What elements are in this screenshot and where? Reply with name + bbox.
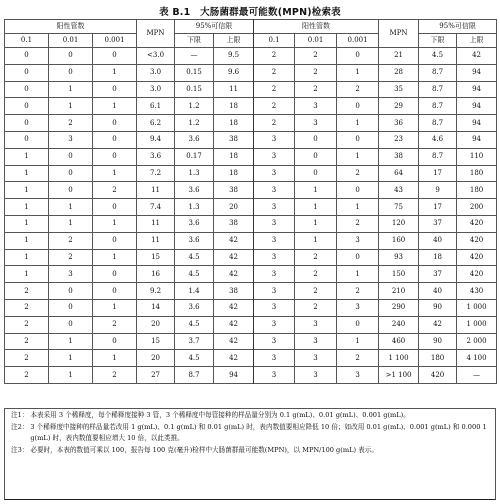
upper-limit-cell: 420 xyxy=(457,249,497,266)
lower-limit-cell: 37 xyxy=(419,266,457,283)
lower-limit-cell: 8.7 xyxy=(419,64,457,81)
tube-0.1-cell: 2 xyxy=(5,367,49,384)
tube-0.01-cell: 2 xyxy=(49,115,93,132)
tube-0.01-cell: 2 xyxy=(49,249,93,266)
tube-0.01-cell: 0 xyxy=(49,48,93,65)
tube-0.1-cell: 2 xyxy=(5,283,49,300)
upper-limit-cell: 9.5 xyxy=(214,48,254,65)
tube-0.001-cell: 0 xyxy=(93,81,137,98)
tube-0.01-cell: 0 xyxy=(49,148,93,165)
mpn-table xyxy=(4,19,497,384)
lower-limit-cell: 0.17 xyxy=(175,148,214,165)
table-row xyxy=(5,182,497,199)
upper-limit-cell: 430 xyxy=(457,283,497,300)
dilution-header: 0.001 xyxy=(337,34,379,48)
tube-0.01-cell: 2 xyxy=(295,64,337,81)
tube-0.001-cell: 0 xyxy=(337,48,379,65)
tube-0.01-cell: 0 xyxy=(295,148,337,165)
tube-0.01-cell: 3 xyxy=(295,367,337,384)
mpn-cell: 38 xyxy=(379,148,419,165)
mpn-cell: 15 xyxy=(137,249,175,266)
ci-header-left: 95%可信限 xyxy=(175,20,254,34)
tube-0.001-cell: 1 xyxy=(93,64,137,81)
note-label: 注3： xyxy=(11,445,29,454)
tube-0.001-cell: 1 xyxy=(337,266,379,283)
table-row xyxy=(5,333,497,350)
mpn-table-body xyxy=(5,48,497,384)
lower-limit-cell: 17 xyxy=(419,199,457,216)
lower-limit-cell: 1.3 xyxy=(175,165,214,182)
tube-0.001-cell: 0 xyxy=(93,199,137,216)
tube-0.1-cell: 0 xyxy=(5,81,49,98)
tube-0.001-cell: 1 xyxy=(337,115,379,132)
mpn-cell: 160 xyxy=(379,232,419,249)
lower-limit-cell: — xyxy=(175,48,214,65)
mpn-cell: 9.2 xyxy=(137,283,175,300)
mpn-cell: 240 xyxy=(379,316,419,333)
mpn-cell: 7.4 xyxy=(137,199,175,216)
mpn-cell: 460 xyxy=(379,333,419,350)
mpn-cell: 14 xyxy=(137,299,175,316)
tube-0.01-cell: 3 xyxy=(295,333,337,350)
lower-limit-cell: 4.5 xyxy=(419,48,457,65)
tube-0.1-cell: 2 xyxy=(5,299,49,316)
mpn-cell: 11 xyxy=(137,232,175,249)
mpn-cell: 9.4 xyxy=(137,131,175,148)
tube-0.001-cell: 1 xyxy=(93,165,137,182)
tube-0.001-cell: 0 xyxy=(93,333,137,350)
tube-0.01-cell: 3 xyxy=(295,350,337,367)
tube-0.01-cell: 1 xyxy=(295,215,337,232)
lower-limit-cell: 3.6 xyxy=(175,182,214,199)
tube-0.1-cell: 2 xyxy=(254,115,295,132)
tube-0.1-cell: 3 xyxy=(254,148,295,165)
tube-0.1-cell: 0 xyxy=(5,98,49,115)
table-row xyxy=(5,64,497,81)
tube-0.1-cell: 3 xyxy=(254,266,295,283)
mpn-cell: 120 xyxy=(379,215,419,232)
tube-0.001-cell: 0 xyxy=(93,232,137,249)
tube-0.001-cell: 0 xyxy=(337,182,379,199)
dilution-header: 0.01 xyxy=(295,34,337,48)
dilution-header: 0.1 xyxy=(254,34,295,48)
lower-limit-cell: 4.5 xyxy=(175,249,214,266)
tube-0.001-cell: 1 xyxy=(337,199,379,216)
tube-0.1-cell: 3 xyxy=(254,283,295,300)
note-label: 注1： xyxy=(11,411,29,419)
lower-limit-cell: 40 xyxy=(419,232,457,249)
tube-0.1-cell: 2 xyxy=(254,81,295,98)
upper-limit-cell: 38 xyxy=(214,215,254,232)
lower-limit-cell: 3.6 xyxy=(175,299,214,316)
table-row xyxy=(5,249,497,266)
table-row xyxy=(5,283,497,300)
upper-limit-cell: 18 xyxy=(214,165,254,182)
tube-0.001-cell: 1 xyxy=(337,333,379,350)
mpn-cell: 16 xyxy=(137,266,175,283)
note-1 xyxy=(11,410,489,422)
upper-limit-cell: 94 xyxy=(457,115,497,132)
mpn-cell: 210 xyxy=(379,283,419,300)
tube-0.001-cell: 0 xyxy=(93,115,137,132)
tube-0.001-cell: 2 xyxy=(337,81,379,98)
table-row xyxy=(5,48,497,65)
mpn-header-right: MPN xyxy=(379,20,419,48)
mpn-cell: 20 xyxy=(137,350,175,367)
tube-0.1-cell: 3 xyxy=(254,131,295,148)
upper-limit-cell: 4 100 xyxy=(457,350,497,367)
note-text: 本表采用 3 个稀释度，每个稀释度接种 3 管，3 个稀释度中每管接种的样品量分别为 0.1 g(mL)、0.01 g(mL)、0.001 g(mL)。 xyxy=(30,411,410,419)
mpn-cell: 290 xyxy=(379,299,419,316)
lower-limit-cell: 1.4 xyxy=(175,283,214,300)
tube-0.1-cell: 1 xyxy=(5,249,49,266)
upper-limit-cell: 94 xyxy=(457,64,497,81)
tube-0.001-cell: 1 xyxy=(93,299,137,316)
tube-0.1-cell: 0 xyxy=(5,48,49,65)
table-row xyxy=(5,148,497,165)
tube-0.01-cell: 1 xyxy=(295,199,337,216)
table-row xyxy=(5,165,497,182)
lower-limit-cell: 3.6 xyxy=(175,232,214,249)
tube-0.01-cell: 1 xyxy=(49,333,93,350)
tube-0.01-cell: 1 xyxy=(49,81,93,98)
upper-limit-cell: 18 xyxy=(214,98,254,115)
upper-limit-cell: 110 xyxy=(457,148,497,165)
upper-header: 上限 xyxy=(457,34,497,48)
upper-limit-cell: 38 xyxy=(214,283,254,300)
tube-0.01-cell: 3 xyxy=(49,131,93,148)
tube-0.001-cell: 2 xyxy=(337,215,379,232)
mpn-cell: 21 xyxy=(379,48,419,65)
table-row xyxy=(5,131,497,148)
upper-limit-cell: 9.6 xyxy=(214,64,254,81)
lower-limit-cell: 42 xyxy=(419,316,457,333)
upper-limit-cell: 200 xyxy=(457,199,497,216)
tube-0.1-cell: 3 xyxy=(254,249,295,266)
tube-0.01-cell: 2 xyxy=(295,299,337,316)
tube-0.001-cell: 2 xyxy=(337,283,379,300)
table-notes xyxy=(4,408,496,500)
lower-limit-cell: 4.5 xyxy=(175,350,214,367)
tube-0.001-cell: 2 xyxy=(93,316,137,333)
upper-limit-cell: 20 xyxy=(214,199,254,216)
tube-0.01-cell: 3 xyxy=(295,98,337,115)
lower-limit-cell: 3.7 xyxy=(175,333,214,350)
tube-0.1-cell: 2 xyxy=(254,64,295,81)
tube-0.1-cell: 3 xyxy=(254,199,295,216)
tube-0.1-cell: 3 xyxy=(254,215,295,232)
upper-limit-cell: 42 xyxy=(214,232,254,249)
table-row xyxy=(5,266,497,283)
tube-0.01-cell: 1 xyxy=(49,367,93,384)
mpn-cell: <3.0 xyxy=(137,48,175,65)
table-row xyxy=(5,232,497,249)
mpn-cell: 64 xyxy=(379,165,419,182)
tube-0.001-cell: 0 xyxy=(337,249,379,266)
tube-0.1-cell: 3 xyxy=(254,232,295,249)
upper-limit-cell: 94 xyxy=(457,131,497,148)
tube-0.1-cell: 2 xyxy=(5,316,49,333)
tube-0.01-cell: 3 xyxy=(295,316,337,333)
table-row xyxy=(5,316,497,333)
tube-0.01-cell: 0 xyxy=(49,299,93,316)
mpn-cell: >1 100 xyxy=(379,367,419,384)
upper-limit-cell: 18 xyxy=(214,115,254,132)
upper-limit-cell: 18 xyxy=(214,148,254,165)
tube-0.1-cell: 3 xyxy=(254,165,295,182)
lower-limit-cell: 0.15 xyxy=(175,64,214,81)
tube-0.001-cell: 3 xyxy=(337,232,379,249)
tube-0.001-cell: 1 xyxy=(337,64,379,81)
lower-header: 下限 xyxy=(175,34,214,48)
mpn-cell: 6.1 xyxy=(137,98,175,115)
tube-0.001-cell: 0 xyxy=(93,131,137,148)
upper-limit-cell: 1 000 xyxy=(457,316,497,333)
tube-0.001-cell: 1 xyxy=(93,215,137,232)
lower-limit-cell: 4.6 xyxy=(419,131,457,148)
tube-0.1-cell: 3 xyxy=(254,350,295,367)
tube-0.1-cell: 3 xyxy=(254,182,295,199)
tube-0.01-cell: 1 xyxy=(295,182,337,199)
lower-limit-cell: 8.7 xyxy=(419,81,457,98)
tube-0.1-cell: 0 xyxy=(5,115,49,132)
upper-limit-cell: 420 xyxy=(457,266,497,283)
tube-0.01-cell: 1 xyxy=(49,98,93,115)
upper-limit-cell: 420 xyxy=(457,232,497,249)
tube-0.001-cell: 0 xyxy=(93,48,137,65)
tube-0.01-cell: 0 xyxy=(49,182,93,199)
lower-limit-cell: 8.7 xyxy=(419,98,457,115)
table-row xyxy=(5,215,497,232)
note-text: 3 个稀释度中接种的样品量若改用 1 g(mL)、0.1 g(mL) 和 0.01 g(mL) 时，表内数值要相应降低 10 倍；如改用 0.01 g(mL)、0.001 g(mL) 和 0.000 1 g(mL) 时，表内数值要相应增大 10 倍，以此类推。 xyxy=(30,422,487,442)
upper-limit-cell: 94 xyxy=(457,81,497,98)
lower-limit-cell: 1.2 xyxy=(175,115,214,132)
tube-0.001-cell: 0 xyxy=(93,283,137,300)
tube-0.01-cell: 2 xyxy=(295,249,337,266)
mpn-cell: 6.2 xyxy=(137,115,175,132)
mpn-cell: 11 xyxy=(137,182,175,199)
upper-limit-cell: 180 xyxy=(457,182,497,199)
upper-limit-cell: 42 xyxy=(214,249,254,266)
tube-0.01-cell: 0 xyxy=(295,131,337,148)
table-row xyxy=(5,81,497,98)
upper-limit-cell: 94 xyxy=(214,367,254,384)
tube-0.1-cell: 1 xyxy=(5,232,49,249)
tube-0.01-cell: 2 xyxy=(295,266,337,283)
tube-0.1-cell: 1 xyxy=(5,199,49,216)
tube-0.001-cell: 1 xyxy=(93,350,137,367)
tube-0.1-cell: 2 xyxy=(254,98,295,115)
lower-limit-cell: 8.7 xyxy=(419,148,457,165)
tube-0.01-cell: 2 xyxy=(295,81,337,98)
table-row xyxy=(5,115,497,132)
upper-limit-cell: 1 000 xyxy=(457,299,497,316)
tube-0.1-cell: 2 xyxy=(254,48,295,65)
tube-0.001-cell: 0 xyxy=(93,148,137,165)
mpn-cell: 20 xyxy=(137,316,175,333)
table-row xyxy=(5,299,497,316)
lower-limit-cell: 9 xyxy=(419,182,457,199)
tube-0.1-cell: 3 xyxy=(254,333,295,350)
upper-limit-cell: 2 000 xyxy=(457,333,497,350)
mpn-cell: 3.6 xyxy=(137,148,175,165)
tube-0.001-cell: 0 xyxy=(337,316,379,333)
tube-0.001-cell: 1 xyxy=(337,148,379,165)
lower-limit-cell: 90 xyxy=(419,333,457,350)
tube-0.1-cell: 1 xyxy=(5,215,49,232)
lower-limit-cell: 17 xyxy=(419,165,457,182)
upper-limit-cell: 38 xyxy=(214,131,254,148)
upper-limit-cell: — xyxy=(457,367,497,384)
tube-0.1-cell: 1 xyxy=(5,182,49,199)
mpn-cell: 43 xyxy=(379,182,419,199)
upper-limit-cell: 94 xyxy=(457,98,497,115)
mpn-cell: 36 xyxy=(379,115,419,132)
note-3 xyxy=(11,445,489,457)
dilution-header: 0.01 xyxy=(49,34,93,48)
upper-limit-cell: 11 xyxy=(214,81,254,98)
mpn-cell: 150 xyxy=(379,266,419,283)
mpn-cell: 11 xyxy=(137,215,175,232)
lower-limit-cell: 180 xyxy=(419,350,457,367)
table-row xyxy=(5,98,497,115)
upper-limit-cell: 42 xyxy=(214,299,254,316)
tube-0.01-cell: 0 xyxy=(49,316,93,333)
tube-0.001-cell: 3 xyxy=(337,299,379,316)
tube-0.001-cell: 0 xyxy=(93,266,137,283)
ci-header-right: 95%可信限 xyxy=(419,20,497,34)
table-caption: 表 B.1 大肠菌群最可能数(MPN)检索表 xyxy=(159,7,341,18)
tube-0.001-cell: 0 xyxy=(337,98,379,115)
mpn-cell: 29 xyxy=(379,98,419,115)
positive-tubes-header-right: 阳性管数 xyxy=(254,20,379,34)
tube-0.1-cell: 1 xyxy=(5,266,49,283)
tube-0.01-cell: 0 xyxy=(49,283,93,300)
tube-0.001-cell: 3 xyxy=(337,367,379,384)
table-row xyxy=(5,350,497,367)
lower-limit-cell: 8.7 xyxy=(175,367,214,384)
upper-limit-cell: 38 xyxy=(214,182,254,199)
tube-0.01-cell: 0 xyxy=(295,165,337,182)
mpn-cell: 7.2 xyxy=(137,165,175,182)
upper-limit-cell: 42 xyxy=(214,350,254,367)
lower-limit-cell: 18 xyxy=(419,249,457,266)
lower-header: 下限 xyxy=(419,34,457,48)
tube-0.1-cell: 2 xyxy=(5,333,49,350)
upper-limit-cell: 42 xyxy=(214,266,254,283)
mpn-cell: 15 xyxy=(137,333,175,350)
note-2 xyxy=(11,422,489,445)
lower-limit-cell: 1.3 xyxy=(175,199,214,216)
tube-0.1-cell: 1 xyxy=(5,148,49,165)
tube-0.01-cell: 3 xyxy=(295,115,337,132)
tube-0.01-cell: 2 xyxy=(295,48,337,65)
tube-0.01-cell: 3 xyxy=(49,266,93,283)
lower-limit-cell: 3.6 xyxy=(175,131,214,148)
mpn-cell: 3.0 xyxy=(137,64,175,81)
dilution-header: 0.001 xyxy=(93,34,137,48)
tube-0.1-cell: 3 xyxy=(254,316,295,333)
lower-limit-cell: 1.2 xyxy=(175,98,214,115)
upper-limit-cell: 42 xyxy=(214,333,254,350)
lower-limit-cell: 90 xyxy=(419,299,457,316)
tube-0.1-cell: 3 xyxy=(254,299,295,316)
tube-0.1-cell: 0 xyxy=(5,131,49,148)
mpn-cell: 28 xyxy=(379,64,419,81)
upper-limit-cell: 420 xyxy=(457,215,497,232)
lower-limit-cell: 4.5 xyxy=(175,316,214,333)
tube-0.001-cell: 2 xyxy=(337,350,379,367)
mpn-header-left: MPN xyxy=(137,20,175,48)
lower-limit-cell: 8.7 xyxy=(419,115,457,132)
table-row xyxy=(5,199,497,216)
tube-0.001-cell: 0 xyxy=(337,131,379,148)
lower-limit-cell: 420 xyxy=(419,367,457,384)
tube-0.1-cell: 1 xyxy=(5,165,49,182)
tube-0.1-cell: 0 xyxy=(5,64,49,81)
lower-limit-cell: 0.15 xyxy=(175,81,214,98)
note-text: 必要时，本表的数值可乘以 100，报告每 100 克(毫升)检样中大肠菌群最可能数(MPN)，以 MPN/100 g(mL) 表示。 xyxy=(30,445,378,454)
upper-limit-cell: 42 xyxy=(214,316,254,333)
mpn-cell: 3.0 xyxy=(137,81,175,98)
tube-0.01-cell: 0 xyxy=(49,64,93,81)
tube-0.1-cell: 3 xyxy=(254,367,295,384)
tube-0.001-cell: 1 xyxy=(93,98,137,115)
upper-header: 上限 xyxy=(214,34,254,48)
tube-0.01-cell: 1 xyxy=(49,350,93,367)
tube-0.01-cell: 1 xyxy=(49,199,93,216)
dilution-header: 0.1 xyxy=(5,34,49,48)
tube-0.01-cell: 2 xyxy=(295,283,337,300)
lower-limit-cell: 4.5 xyxy=(175,266,214,283)
upper-limit-cell: 42 xyxy=(457,48,497,65)
mpn-cell: 75 xyxy=(379,199,419,216)
mpn-cell: 93 xyxy=(379,249,419,266)
note-label: 注2： xyxy=(11,422,29,431)
lower-limit-cell: 37 xyxy=(419,215,457,232)
mpn-cell: 1 100 xyxy=(379,350,419,367)
tube-0.1-cell: 2 xyxy=(5,350,49,367)
table-row xyxy=(5,367,497,384)
positive-tubes-header-left: 阳性管数 xyxy=(5,20,137,34)
tube-0.001-cell: 2 xyxy=(93,367,137,384)
mpn-cell: 23 xyxy=(379,131,419,148)
mpn-cell: 35 xyxy=(379,81,419,98)
tube-0.001-cell: 2 xyxy=(93,182,137,199)
tube-0.01-cell: 1 xyxy=(49,215,93,232)
tube-0.01-cell: 2 xyxy=(49,232,93,249)
tube-0.01-cell: 1 xyxy=(295,232,337,249)
upper-limit-cell: 180 xyxy=(457,165,497,182)
tube-0.001-cell: 1 xyxy=(93,249,137,266)
mpn-cell: 27 xyxy=(137,367,175,384)
lower-limit-cell: 3.6 xyxy=(175,215,214,232)
lower-limit-cell: 40 xyxy=(419,283,457,300)
tube-0.001-cell: 2 xyxy=(337,165,379,182)
tube-0.01-cell: 0 xyxy=(49,165,93,182)
